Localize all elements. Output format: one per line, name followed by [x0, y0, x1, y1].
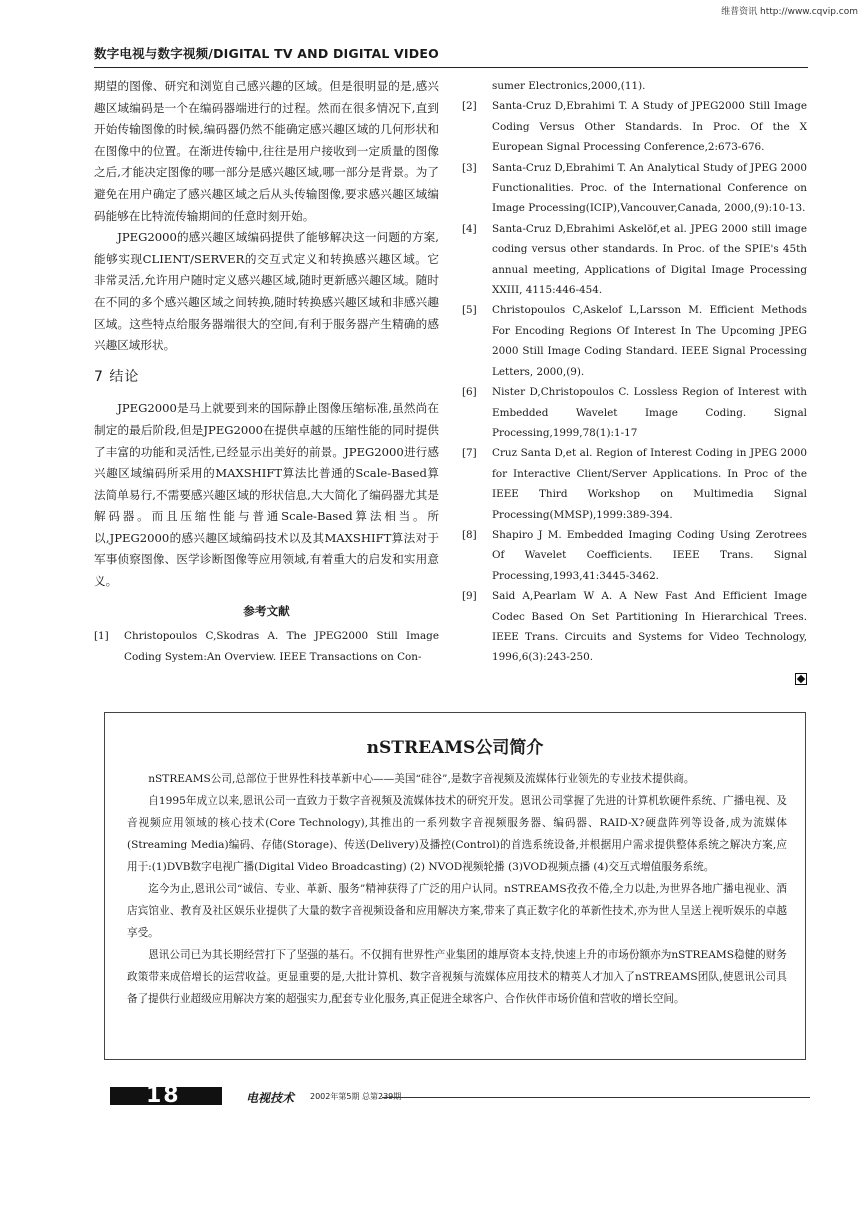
watermark: 维普资讯 http://www.cqvip.com: [721, 7, 858, 17]
reference-number: [2]: [462, 100, 477, 113]
reference-number: [9]: [462, 590, 477, 603]
left-column: [94, 76, 439, 667]
reference-number: [4]: [462, 222, 477, 235]
box-paragraph: 迄今为止,恩讯公司“诚信、专业、革新、服务”精神获得了广泛的用户认同。nSTREAMS孜孜不倦,全力以赴,为世界各地广播电视业、酒店宾馆业、教育及社区娱乐业提供了大量的数字音视频设备和应用解决方案,带来了真正数字化的革新性技术,亦为世人呈送上视听娱乐的卓越享受。: [127, 883, 787, 939]
issue-info: 2002年第5期 总第239期: [310, 1092, 402, 1101]
box-paragraph: 自1995年成立以来,恩讯公司一直致力于数字音视频及流媒体技术的研究开发。恩讯公司掌握了先进的计算机软硬件系统、广播电视、及音视频应用领域的核心技术(Core Technology),其推出的一系列数字音视频服务器、编码器、RAID-X?硬盘阵列等设备,成为流媒体(Streaming Media)编码、存储(Storage)、传送(Delivery)及播控(Control)的首选系统设备,并根据用户需求提供整体系统之解决方案,应用于:(1)DVB数字电视广播(Digital Video Broadcasting) (2) NVOD视频轮播 (3)VOD视频点播 (4)交互式增值服务系统。: [127, 795, 787, 873]
reference-text: Santa-Cruz D,Ebrahimi T. A Study of JPEG2000 Still Image Coding Versus Other Standards. In Proc. Of the X European Signal Processing Conference,2:673-676.: [492, 100, 807, 154]
reference-text: Nister D,Christopoulos C. Lossless Region of Interest with Embedded Wavelet Image Coding. Signal Processing,1999,78(1):1-17: [492, 386, 807, 439]
references-title: 参考文献: [243, 603, 290, 618]
reference-text: Christopoulos C,Askelof L,Larsson M. Efficient Methods For Encoding Regions Of Interest In The Upcoming JPEG 2000 Still Image Coding Standard. IEEE Signal Processing Letters, 2000,(9).: [492, 304, 807, 378]
reference-text: Christopoulos C,Skodras A. The JPEG2000 Still Image Coding System:An Overview. IEEE Transactions on Con-: [124, 630, 439, 663]
reference-number: [6]: [462, 386, 477, 399]
page-number: 18: [146, 1083, 181, 1108]
footer-rule: [382, 1097, 810, 1098]
reference-text: Said A,Pearlam W A. A New Fast And Efficient Image Codec Based On Set Partitioning In Hierarchical Trees. IEEE Trans. Circuits and Systems for Video Technology, 1996,6(3):243-250.: [492, 590, 807, 664]
box-paragraph: nSTREAMS公司,总部位于世界性科技革新中心——美国“硅谷”,是数字音视频及流媒体行业领先的专业技术提供商。: [148, 773, 695, 785]
reference-item: [462, 158, 807, 219]
box-title: nSTREAMS公司简介: [366, 738, 544, 758]
reference-item: [462, 76, 807, 96]
company-profile-box: [104, 712, 806, 1060]
box-body: [105, 768, 805, 1010]
reference-item: [462, 525, 807, 586]
reference-number: [3]: [462, 161, 477, 174]
reference-text: sumer Electronics,2000,(11).: [492, 80, 646, 92]
box-paragraph: 恩讯公司已为其长期经营打下了坚强的基石。不仅拥有世界性产业集团的雄厚资本支持,快速上升的市场份额亦为nSTREAMS稳健的财务政策带来成倍增长的运营收益。更显重要的是,大批计算机、数字音视频与流媒体应用技术的精英人才加入了nSTREAMS团队,使恩讯公司具备了提供行业超级应用解决方案的超强实力,配套专业化服务,真正促进全球客户、合作伙伴市场价值和营收的增长空间。: [127, 949, 787, 1005]
reference-item: [462, 300, 807, 382]
reference-item: [462, 382, 807, 443]
reference-item: [462, 219, 807, 301]
reference-text: Santa-Cruz D,Ebrahimi Askelöf,et al. JPEG 2000 still image coding versus other standards. In Proc. of the SPIE's 45th annual meeting, Applications of Digital Image Processing XXIII, 4115:446-454.: [492, 222, 807, 297]
reference-item: [462, 586, 807, 668]
reference-item: [94, 626, 439, 667]
reference-item: [462, 96, 807, 157]
reference-text: Cruz Santa D,et al. Region of Interest Coding in JPEG 2000 for Interactive Client/Server Applications. In Proc of the IEEE Third Workshop on Multimedia Signal Processing(MMSP),1999:389-394.: [492, 447, 807, 521]
end-of-article-icon: [795, 673, 807, 685]
body-paragraph: JPEG2000是马上就要到来的国际静止图像压缩标准,虽然尚在制定的最后阶段,但是JPEG2000在提供卓越的压缩性能的同时提供了丰富的功能和灵活性,已经显示出美好的前景。JPEG2000进行感兴趣区域编码所采用的MAXSHIFT算法比普通的Scale-Based算法简单易行,不需要感兴趣区域的形状信息,大大简化了编码器尤其是解码器。而且压缩性能与普通Scale-Based算法相当。所以,JPEG2000的感兴趣区域编码技术以及其MAXSHIFT算法对于军事侦察图像、医学诊断图像等应用领域,有着重大的启发和实用意义。: [94, 401, 439, 589]
reference-number: [5]: [462, 304, 477, 317]
page-footer: [110, 1085, 810, 1111]
journal-name: 电视技术: [246, 1091, 295, 1105]
reference-text: Shapiro J M. Embedded Imaging Coding Using Zerotrees Of Wavelet Coefficients. IEEE Trans. Signal Processing,1993,41:3445-3462.: [492, 528, 807, 582]
reference-item: [462, 443, 807, 525]
running-head: 数字电视与数字视频/DIGITAL TV AND DIGITAL VIDEO: [94, 44, 808, 68]
body-paragraph: JPEG2000的感兴趣区域编码提供了能够解决这一问题的方案,能够实现CLIENT/SERVER的交互式定义和转换感兴趣区域。它非常灵活,允许用户随时定义感兴趣区域,随时更新感兴趣区域。随时在不同的多个感兴趣区域之间转换,随时转换感兴趣区域和非感兴趣区域。这些特点给服务器端很大的空间,有利于服务器产生精确的感兴趣区域形状。: [94, 230, 439, 353]
reference-number: [8]: [462, 528, 477, 541]
reference-number: [1]: [94, 630, 109, 643]
reference-number: [7]: [462, 447, 477, 460]
right-column: [462, 76, 807, 685]
section-title: 7 结论: [94, 368, 140, 385]
body-paragraph: 期望的图像、研究和浏览自己感兴趣的区域。但是很明显的是,感兴趣区域编码是一个在编码器端进行的过程。然而在很多情况下,直到开始传输图像的时候,编码器仍然不能确定感兴趣区域的几何形状和在图像中的位置。在渐进传输中,往往是用户接收到一定质量的图像之后,才能决定图像的哪一部分是感兴趣区域,哪一部分是背景。为了避免在用户确定了感兴趣区域之后从头传输图像,要求感兴趣区域编码能够在比特流传输期间的任意时刻开始。: [94, 79, 439, 223]
reference-text: Santa-Cruz D,Ebrahimi T. An Analytical Study of JPEG 2000 Functionalities. Proc. of the International Conference on Image Processing(ICIP),Vancouver,Canada, 2000,(9):10-13.: [492, 161, 807, 215]
